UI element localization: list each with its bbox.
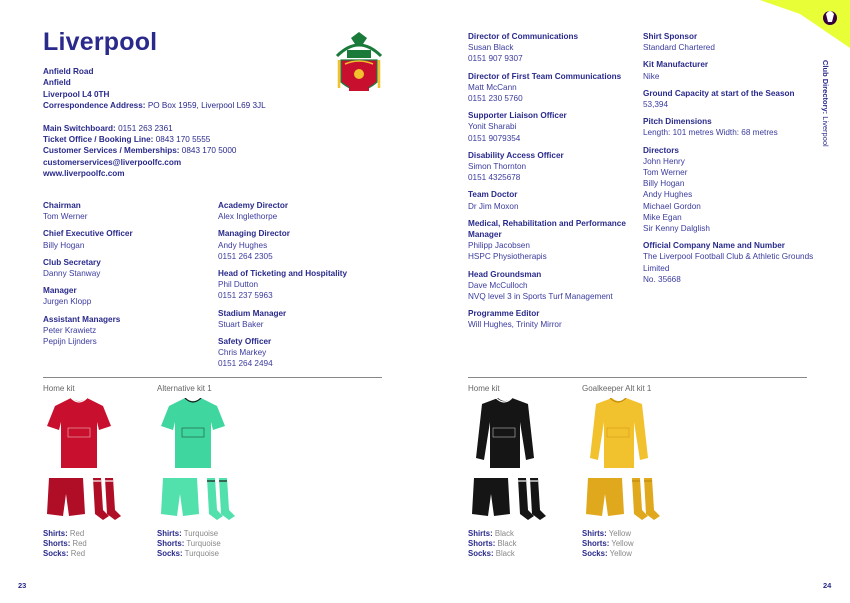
page-number-left: 23 <box>18 581 27 590</box>
kit-description <box>468 529 578 559</box>
role-title: Kit Manufacturer <box>643 60 709 70</box>
role-value: 0151 264 2305 <box>218 251 273 261</box>
officials-column-4 <box>643 31 818 285</box>
club-address-block <box>43 66 373 180</box>
kit-item-value: Red <box>69 529 85 538</box>
role-title: Directors <box>643 145 679 155</box>
kit-label: Home kit <box>43 384 75 393</box>
role-title: Club Secretary <box>43 257 101 267</box>
kit-shirt <box>161 398 225 468</box>
role-title: Programme Editor <box>468 309 540 319</box>
kit-label: Home kit <box>468 384 500 393</box>
role-value: 0151 237 5963 <box>218 291 273 301</box>
role-title: Director of First Team Communications <box>468 71 622 81</box>
role-value: Stuart Baker <box>218 319 264 329</box>
role-value: Danny Stanway <box>43 269 101 279</box>
role-title: Safety Officer <box>218 337 272 347</box>
kit-shorts <box>47 478 85 516</box>
kit-sock <box>105 478 121 520</box>
role-title: Pitch Dimensions <box>643 117 712 127</box>
kit-item-value: Turquoise <box>184 549 219 558</box>
officials-column-3 <box>468 31 638 331</box>
role-value: Matt McCann <box>468 82 517 92</box>
role-value: Michael Gordon <box>643 201 701 211</box>
kit-shorts <box>586 478 624 516</box>
sidebar-bold: Club Directory: <box>821 60 830 115</box>
right-page <box>425 0 850 603</box>
role-value: Susan Black <box>468 43 514 53</box>
kit-image <box>43 398 133 526</box>
role-value: Pepijn Lijnders <box>43 337 97 347</box>
kit-image <box>157 398 247 526</box>
services-value: 0843 170 5000 <box>181 146 237 156</box>
role-title: Assistant Managers <box>43 314 121 324</box>
role-value: Will Hughes, Trinity Mirror <box>468 320 562 330</box>
club-name: Liverpool <box>43 28 158 56</box>
kit-item-label: Socks: <box>582 549 608 558</box>
correspondence-label: Correspondence Address: <box>43 101 146 111</box>
kit-shorts <box>161 478 199 516</box>
role-value: No. 35668 <box>643 274 681 284</box>
kit-sock <box>530 478 546 520</box>
role-value: Billy Hogan <box>643 179 685 189</box>
page-number-right: 24 <box>823 581 832 590</box>
role-value: Jurgen Klopp <box>43 297 92 307</box>
kit-item-value: Yellow <box>608 529 631 538</box>
role-value: 0151 230 5760 <box>468 94 523 104</box>
role-value: 0151 4325678 <box>468 173 521 183</box>
kit-item-label: Shorts: <box>157 539 185 548</box>
role-title: Chairman <box>43 201 81 210</box>
kit-item-value: Red <box>72 539 87 548</box>
kit-description <box>43 529 153 559</box>
role-value: HSPC Physiotherapis <box>468 252 547 262</box>
kit-item-label: Socks: <box>43 549 69 558</box>
kit-sock <box>644 478 660 520</box>
kit-description <box>582 529 692 559</box>
role-title: Ground Capacity at start of the Season <box>643 88 795 98</box>
role-title: Stadium Manager <box>218 308 287 318</box>
kit-item-value: Red <box>70 549 86 558</box>
kit-item-value: Turquoise <box>183 529 219 538</box>
kit-item-label: Shirts: <box>582 529 607 538</box>
kit-item-value: Black <box>494 529 514 538</box>
role-title: Academy Director <box>218 201 289 210</box>
switchboard-value: 0151 263 2361 <box>118 123 173 133</box>
kit-label: Alternative kit 1 <box>157 384 212 393</box>
role-title: Director of Communications <box>468 32 579 41</box>
kit-description <box>157 529 267 559</box>
role-value: 0151 264 2494 <box>218 359 273 369</box>
officials-column-2 <box>218 200 398 370</box>
role-value: The Liverpool Football Club & Athletic Grounds Limited <box>643 252 814 273</box>
kit-item-value: Yellow <box>609 549 632 558</box>
role-value: Sir Kenny Dalglish <box>643 224 710 234</box>
correspondence-value: PO Box 1959, Liverpool L69 3JL <box>147 101 266 111</box>
kit-panel <box>582 384 682 558</box>
divider <box>468 377 807 378</box>
kit-item-label: Shirts: <box>43 529 68 538</box>
website-link[interactable]: www.liverpoolfc.com <box>43 169 125 179</box>
role-value: Mike Egan <box>643 212 682 222</box>
ticket-value: 0843 170 5555 <box>155 135 211 145</box>
address-line: Anfield <box>43 78 71 88</box>
role-value: Phil Dutton <box>218 280 259 290</box>
kit-panel <box>157 384 257 558</box>
kit-shirt <box>476 398 534 468</box>
address-line: Liverpool L4 0TH <box>43 89 110 99</box>
role-title: Team Doctor <box>468 190 518 200</box>
role-value: Dr Jim Moxon <box>468 201 519 211</box>
kit-shirt <box>47 398 111 468</box>
kit-shirt <box>590 398 648 468</box>
role-value: Tom Werner <box>43 212 88 222</box>
kit-panel <box>43 384 143 558</box>
role-value: Chris Markey <box>218 348 267 358</box>
kit-item-value: Turquoise <box>186 539 221 548</box>
role-title: Head of Ticketing and Hospitality <box>218 269 348 279</box>
kit-label: Goalkeeper Alt kit 1 <box>582 384 652 393</box>
role-title: Disability Access Officer <box>468 150 564 160</box>
kit-item-label: Shorts: <box>43 539 71 548</box>
role-title: Managing Director <box>218 229 290 239</box>
divider <box>43 377 382 378</box>
role-value: 0151 9079354 <box>468 133 521 143</box>
role-value: Alex Inglethorpe <box>218 212 278 222</box>
role-title: Medical, Rehabilitation and Performance Manager <box>468 218 626 240</box>
role-value: Yonit Sharabi <box>468 122 517 132</box>
kit-item-label: Shirts: <box>468 529 493 538</box>
kit-item-value: Black <box>495 549 515 558</box>
role-value: NVQ level 3 in Sports Turf Management <box>468 292 613 302</box>
role-title: Official Company Name and Number <box>643 241 785 251</box>
role-title: Head Groundsman <box>468 269 542 279</box>
role-value: Length: 101 metres Width: 68 metres <box>643 128 778 138</box>
premier-league-corner-icon <box>760 0 850 48</box>
role-value: Tom Werner <box>643 168 688 178</box>
role-value: Andy Hughes <box>218 240 268 250</box>
ticket-label: Ticket Office / Booking Line: <box>43 135 154 145</box>
role-title: Manager <box>43 286 77 296</box>
role-title: Shirt Sponsor <box>643 32 698 41</box>
kit-item-value: Yellow <box>611 539 634 548</box>
kit-item-label: Shirts: <box>157 529 182 538</box>
kit-panel <box>468 384 568 558</box>
kit-image <box>468 398 558 526</box>
role-value: Philipp Jacobsen <box>468 241 530 251</box>
services-label: Customer Services / Memberships: <box>43 146 180 156</box>
email-link[interactable]: customerservices@liverpoolfc.com <box>43 157 182 167</box>
role-value: John Henry <box>643 156 685 166</box>
role-value: Nike <box>643 71 660 81</box>
kit-shorts <box>472 478 510 516</box>
switchboard-label: Main Switchboard: <box>43 123 116 133</box>
role-value: 53,394 <box>643 100 669 110</box>
role-value: Dave McCulloch <box>468 280 528 290</box>
role-title: Chief Executive Officer <box>43 229 133 239</box>
kit-sock <box>219 478 235 520</box>
kit-item-label: Shorts: <box>582 539 610 548</box>
directory-sidebar <box>818 60 832 180</box>
role-value: 0151 907 9307 <box>468 54 523 64</box>
role-value: Peter Krawietz <box>43 325 97 335</box>
role-value: Andy Hughes <box>643 190 693 200</box>
kit-item-value: Black <box>497 539 517 548</box>
address-line: Anfield Road <box>43 67 94 76</box>
kit-image <box>582 398 672 526</box>
kit-item-label: Socks: <box>157 549 183 558</box>
role-value: Standard Chartered <box>643 43 715 53</box>
kit-item-label: Socks: <box>468 549 494 558</box>
role-title: Supporter Liaison Officer <box>468 111 567 121</box>
role-value: Billy Hogan <box>43 240 85 250</box>
officials-column-1 <box>43 200 208 347</box>
role-value: Simon Thornton <box>468 162 527 172</box>
sidebar-text: Liverpool <box>821 116 830 147</box>
kit-item-label: Shorts: <box>468 539 496 548</box>
